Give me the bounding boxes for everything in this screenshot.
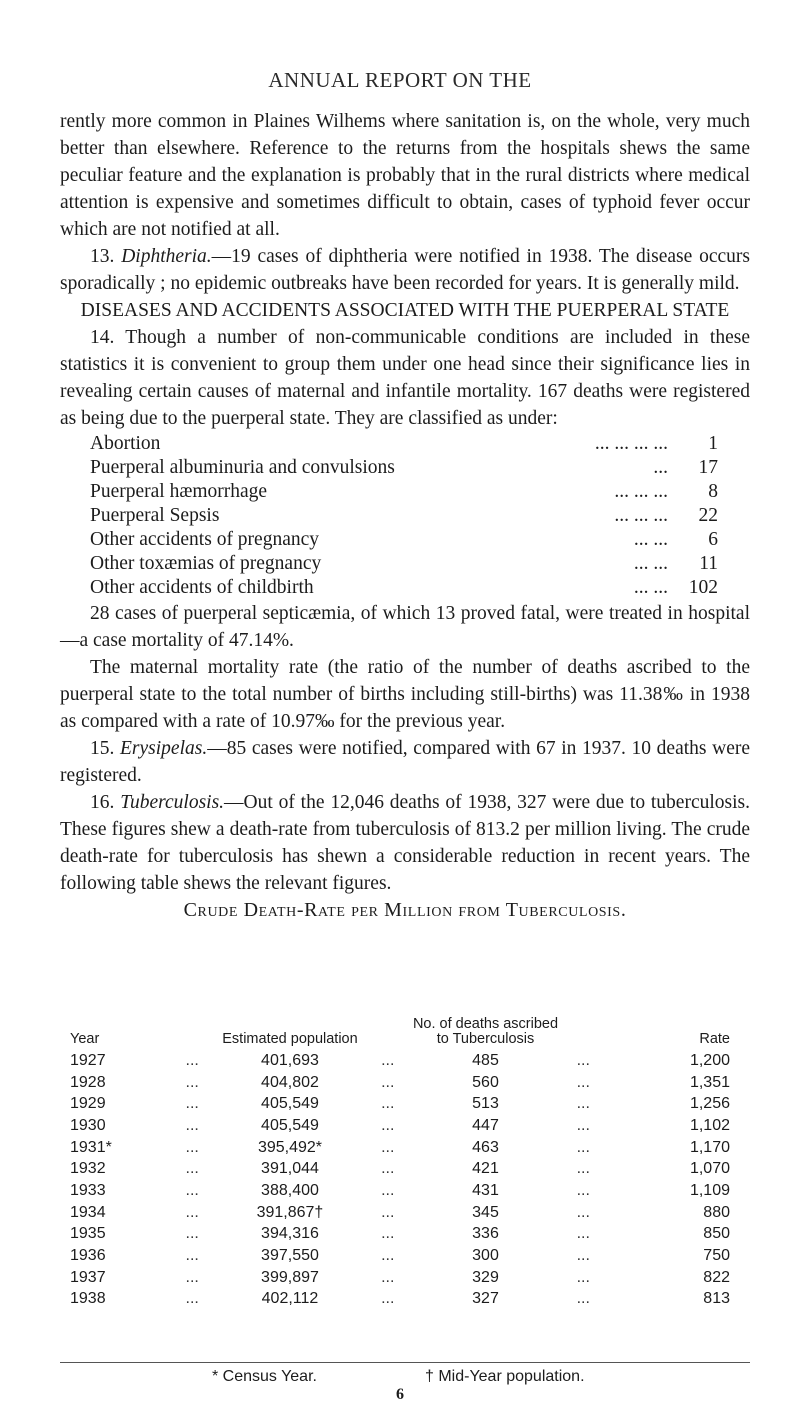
item-label: Other accidents of pregnancy <box>90 529 320 550</box>
paragraph-heading: Diphtheria. <box>121 246 212 267</box>
cell-rate: 850 <box>703 1225 730 1243</box>
cell-population: 388,400 <box>261 1181 319 1199</box>
cell-year: 1933 <box>70 1181 106 1199</box>
column-header-year: Year <box>70 1031 100 1047</box>
item-dots: ... <box>653 457 668 478</box>
paragraph-heading: Erysipelas. <box>120 738 208 759</box>
list-item <box>90 432 718 456</box>
table-row: 1937 ... 399,897 ... 329 ... 822 <box>70 1267 730 1289</box>
paragraph-typhoid-continued: rently more common in Plaines Wilhems where sanitation is, on the whole, very much better than elsewhere. Reference to the returns from the hospitals shews the same peculiar feature and the explanation is probably that in the rural districts where medical attention is expensive and sometimes difficult to obtain, cases of typhoid fever occur which are not notified at all. <box>60 111 750 240</box>
cell-rate: 1,070 <box>689 1160 730 1178</box>
cell-rate: 1,109 <box>689 1181 730 1199</box>
cell-rate: 1,170 <box>689 1138 730 1156</box>
cell-year: 1929 <box>70 1095 106 1113</box>
item-label: Puerperal Sepsis <box>90 505 220 526</box>
table-bottom-rule <box>60 1362 750 1363</box>
column-header-population: Estimated population <box>222 1031 358 1047</box>
cell-deaths: 327 <box>472 1290 499 1308</box>
cell-population: 405,549 <box>261 1095 319 1113</box>
cell-deaths: 485 <box>472 1051 499 1069</box>
item-value: 17 <box>698 457 718 478</box>
list-item <box>90 528 718 552</box>
cell-deaths: 300 <box>472 1247 499 1265</box>
cell-year: 1928 <box>70 1073 106 1091</box>
cell-rate: 750 <box>703 1247 730 1265</box>
item-value: 102 <box>688 577 718 598</box>
cell-rate: 813 <box>703 1290 730 1308</box>
cell-population: 401,693 <box>261 1051 319 1069</box>
list-item <box>90 552 718 576</box>
item-value: 6 <box>708 529 718 550</box>
cell-year: 1937 <box>70 1268 106 1286</box>
cell-rate: 880 <box>703 1203 730 1221</box>
cell-population: 391,867† <box>256 1203 324 1221</box>
item-label: Other accidents of childbirth <box>90 577 314 598</box>
paragraph-text: —85 cases were notified, compared with 67 in 1937. 10 deaths were registered. <box>60 738 750 786</box>
item-dots: ... ... <box>633 553 668 574</box>
item-label: Puerperal albuminuria and convulsions <box>90 457 395 478</box>
cell-population: 395,492* <box>257 1138 322 1156</box>
list-item <box>90 504 718 528</box>
table-row: 1930 ... 405,549 ... 447 ... 1,102 <box>70 1115 730 1137</box>
table-row: 1934 ... 391,867† ... 345 ... 880 <box>70 1202 730 1224</box>
cell-deaths: 447 <box>472 1116 499 1134</box>
cell-deaths: 345 <box>472 1203 499 1221</box>
paragraph-maternal-mortality: The maternal mortality rate (the ratio of the number of deaths ascribed to the puerperal state to the total number of births including still-births) was 11.38‰ in 1938 as compared with a rate of 10.97‰ for the previous year. <box>60 657 750 732</box>
cell-population: 391,044 <box>261 1160 319 1178</box>
item-dots: ... ... ... ... <box>594 433 668 454</box>
running-header: ANNUAL REPORT ON THE <box>268 68 532 92</box>
puerperal-classification-list <box>90 432 718 600</box>
item-label: Other toxæmias of pregnancy <box>90 553 322 574</box>
column-header-rate: Rate <box>699 1031 730 1047</box>
cell-deaths: 463 <box>472 1138 499 1156</box>
paragraph-puerperal-intro: 14. Though a number of non-communicable conditions are included in these statistics it is convenient to group them under one head since their significance lies in revealing certain causes of maternal and infantile mortality. 167 deaths were registered as being due to the puerperal state. They are classified as under: <box>60 327 750 429</box>
item-value: 11 <box>699 553 718 574</box>
list-item <box>90 480 718 504</box>
table-row: 1928 ... 404,802 ... 560 ... 1,351 <box>70 1072 730 1094</box>
paragraph-text: —19 cases of diphtheria were notified in 1938. The disease occurs sporadically ; no epidemic outbreaks have been recorded for years. It is generally mild. <box>60 246 751 294</box>
paragraph-text: —Out of the 12,046 deaths of 1938, 327 were due to tuberculosis. These figures shew a death-rate from tuberculosis of 813.2 per million living. The crude death-rate for tuberculosis has shewn a considerable reduction in recent years. The following table shews the relevant figures. <box>60 792 751 894</box>
list-item <box>90 456 718 480</box>
cell-year: 1935 <box>70 1225 106 1243</box>
cell-deaths: 431 <box>472 1181 499 1199</box>
paragraph-diphtheria <box>60 243 750 297</box>
item-dots: ... ... <box>633 577 668 598</box>
cell-rate: 1,102 <box>689 1116 730 1134</box>
item-dots: ... ... ... <box>614 481 668 502</box>
cell-population: 394,316 <box>261 1225 319 1243</box>
table-row: 1929 ... 405,549 ... 513 ... 1,256 <box>70 1093 730 1115</box>
cell-deaths: 421 <box>472 1160 499 1178</box>
paragraph-tuberculosis <box>60 789 750 897</box>
cell-population: 402,112 <box>261 1290 319 1308</box>
paragraph-heading: Tuberculosis. <box>120 792 225 813</box>
cell-population: 404,802 <box>261 1073 319 1091</box>
cell-deaths: 336 <box>472 1225 499 1243</box>
cell-year: 1932 <box>70 1160 106 1178</box>
column-header-deaths: No. of deaths ascribed to Tuberculosis <box>412 1016 559 1047</box>
cell-population: 397,550 <box>261 1247 319 1265</box>
footnote-midyear: † Mid-Year population. <box>425 1368 585 1385</box>
cell-deaths: 560 <box>472 1073 499 1091</box>
item-value: 22 <box>698 505 718 526</box>
cell-population: 399,897 <box>261 1268 319 1286</box>
table-row: 1932 ... 391,044 ... 421 ... 1,070 <box>70 1158 730 1180</box>
cell-year: 1927 <box>70 1051 106 1069</box>
cell-rate: 1,256 <box>689 1095 730 1113</box>
table-row: 1931* ... 395,492* ... 463 ... 1,170 <box>70 1137 730 1159</box>
item-value: 8 <box>708 481 718 502</box>
table-row: 1938 ... 402,112 ... 327 ... 813 <box>70 1289 730 1311</box>
section-number: 15. <box>90 738 115 759</box>
section-title: DISEASES AND ACCIDENTS ASSOCIATED WITH THE PUERPERAL STATE <box>80 300 730 321</box>
paragraph-erysipelas <box>60 735 750 789</box>
item-dots: ... ... <box>633 529 668 550</box>
cell-rate: 1,200 <box>689 1051 730 1069</box>
table-row: 1936 ... 397,550 ... 300 ... 750 <box>70 1245 730 1267</box>
item-value: 1 <box>708 433 718 454</box>
cell-year: 1938 <box>70 1290 106 1308</box>
paragraph-septicaemia: 28 cases of puerperal septicæmia, of which 13 proved fatal, were treated in hospital—a case mortality of 47.14%. <box>60 603 750 651</box>
cell-deaths: 513 <box>472 1095 499 1113</box>
list-item <box>90 576 718 600</box>
cell-year: 1934 <box>70 1203 106 1221</box>
item-dots: ... ... ... <box>614 505 668 526</box>
section-number: 16. <box>90 792 115 813</box>
table-header-row <box>70 1017 730 1050</box>
cell-rate: 1,351 <box>689 1073 730 1091</box>
item-label: Puerperal hæmorrhage <box>90 481 268 502</box>
cell-year: 1936 <box>70 1247 106 1265</box>
cell-deaths: 329 <box>472 1268 499 1286</box>
table-row: 1935 ... 394,316 ... 336 ... 850 <box>70 1224 730 1246</box>
body-text <box>60 108 750 924</box>
table-row: 1927 ... 401,693 ... 485 ... 1,200 <box>70 1050 730 1072</box>
item-label: Abortion <box>90 433 161 454</box>
section-number: 13. <box>90 246 115 267</box>
page-number: 6 <box>396 1386 404 1403</box>
table-row: 1933 ... 388,400 ... 431 ... 1,109 <box>70 1180 730 1202</box>
footnote-census: * Census Year. <box>212 1368 317 1385</box>
cell-rate: 822 <box>703 1268 730 1286</box>
tuberculosis-death-rate-table <box>70 1017 730 1310</box>
table-title: Crude Death-Rate per Million from Tuberculosis. <box>183 899 627 921</box>
cell-year: 1930 <box>70 1116 106 1134</box>
cell-year: 1931* <box>70 1138 112 1156</box>
cell-population: 405,549 <box>261 1116 319 1134</box>
